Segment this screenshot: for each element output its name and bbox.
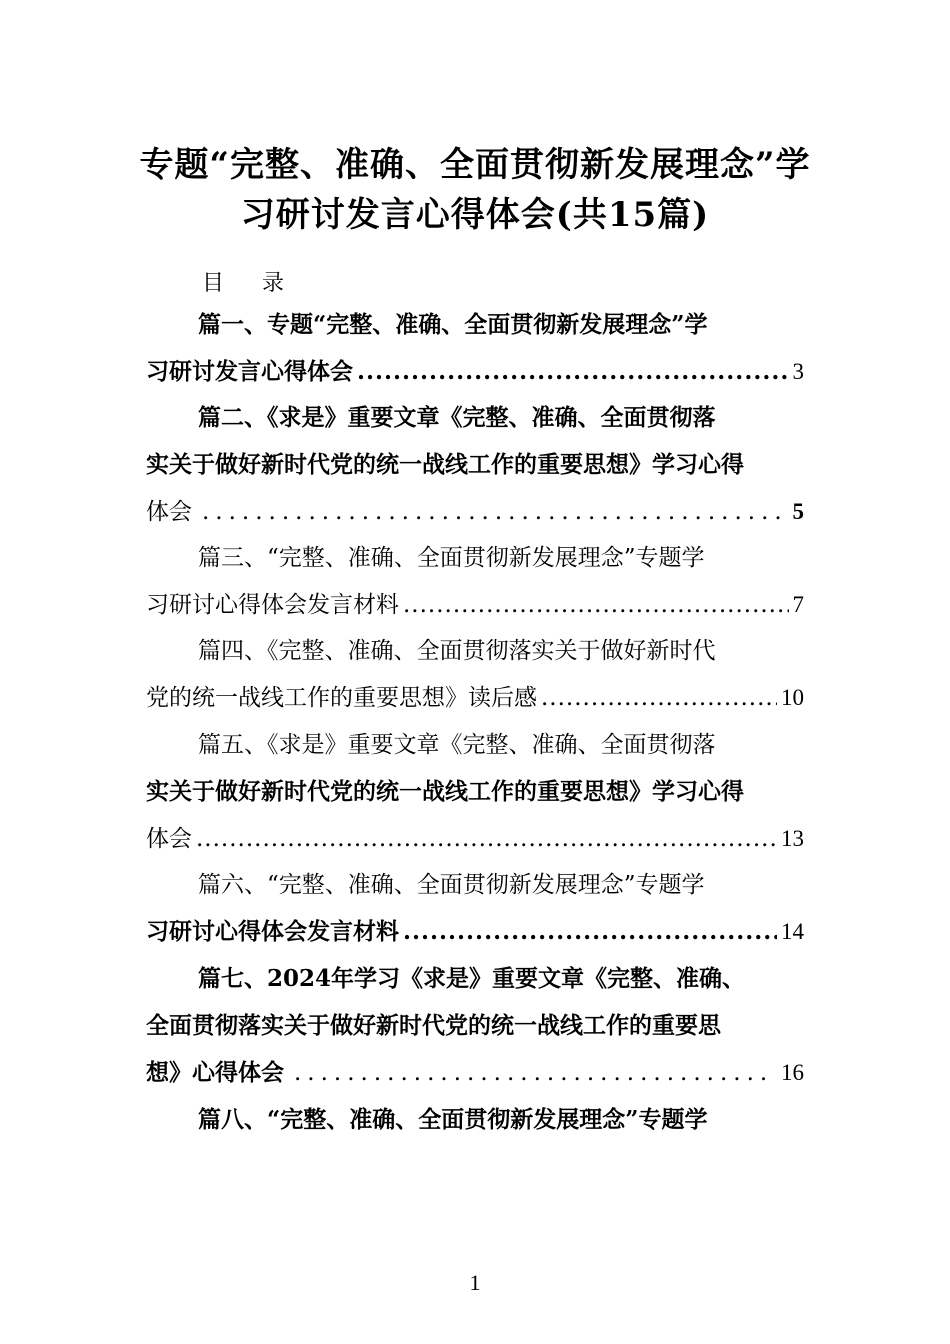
toc-entry-2-leader[interactable] bbox=[146, 497, 804, 527]
toc-entry-8-line-1[interactable]: 篇八、“完整、准确、全面贯彻新发展理念”专题学 bbox=[198, 1106, 708, 1133]
toc-entry-1-last-line: 习研讨发言心得体会 bbox=[146, 358, 353, 385]
toc-entry-3-leader[interactable] bbox=[146, 590, 804, 620]
toc-entry-4-line-1[interactable]: 篇四、《完整、准确、全面贯彻落实关于做好新时代 bbox=[198, 638, 716, 664]
toc-entry-2-line-1[interactable]: 篇二、《求是》重要文章《完整、准确、全面贯彻落 bbox=[198, 404, 716, 431]
toc-entry-6-page: 14 bbox=[781, 919, 804, 944]
toc-entry-4-page: 10 bbox=[781, 685, 804, 710]
toc-entry-5-last-line: 体会 bbox=[146, 826, 192, 852]
toc-entry-3-last-line: 习研讨心得体会发言材料 bbox=[146, 592, 399, 618]
toc-heading-char-1: 目 bbox=[202, 271, 227, 296]
toc-entry-2-last-line: 体会 bbox=[146, 499, 192, 525]
dot-leader bbox=[294, 1058, 771, 1088]
page-number: 1 bbox=[469, 1270, 481, 1295]
dot-leader bbox=[202, 497, 783, 527]
title-line-1: 专题“完整、准确、全面贯彻新发展理念”学 bbox=[139, 145, 811, 185]
toc-entry-1-leader[interactable] bbox=[146, 357, 804, 387]
toc-entry-3-page: 7 bbox=[792, 592, 804, 617]
toc-entry-5-page: 13 bbox=[781, 826, 804, 851]
toc-entry-7-last-line: 想》心得体会 bbox=[146, 1059, 284, 1086]
toc-entry-5-line-2[interactable]: 实关于做好新时代党的统一战线工作的重要思想》学习心得 bbox=[146, 778, 744, 805]
dot-leader bbox=[541, 683, 777, 713]
dot-leader bbox=[403, 917, 777, 947]
toc-entry-1-line-1[interactable]: 篇一、专题“完整、准确、全面贯彻新发展理念”学 bbox=[198, 311, 708, 338]
toc-entry-5-leader[interactable] bbox=[146, 824, 804, 854]
dot-leader bbox=[403, 590, 789, 620]
toc-entry-1-page: 3 bbox=[792, 359, 804, 384]
toc-entry-6-line-1[interactable]: 篇六、“完整、准确、全面贯彻新发展理念”专题学 bbox=[198, 872, 705, 898]
toc-entry-5-line-1[interactable]: 篇五、《求是》重要文章《完整、准确、全面贯彻落 bbox=[198, 732, 716, 758]
toc-entry-6-last-line: 习研讨心得体会发言材料 bbox=[146, 918, 399, 945]
toc-entry-3-line-1[interactable]: 篇三、“完整、准确、全面贯彻新发展理念”专题学 bbox=[198, 545, 705, 571]
dot-leader bbox=[196, 824, 777, 854]
toc-entry-7-line-1[interactable]: 篇七、2024年学习《求是》重要文章《完整、准确、 bbox=[198, 965, 746, 992]
toc-entry-7-line-2[interactable]: 全面贯彻落实关于做好新时代党的统一战线工作的重要思 bbox=[146, 1012, 721, 1039]
toc-entry-4-leader[interactable] bbox=[146, 683, 804, 713]
dot-leader bbox=[357, 357, 789, 387]
toc-entry-6-leader[interactable] bbox=[146, 917, 804, 947]
toc-heading bbox=[202, 266, 286, 297]
title-line-2: 习研讨发言心得体会(共15篇) bbox=[240, 195, 710, 235]
toc-heading-char-2: 录 bbox=[262, 271, 287, 296]
toc-entry-4-last-line: 党的统一战线工作的重要思想》读后感 bbox=[146, 685, 537, 711]
toc-entry-7-page: 16 bbox=[781, 1060, 804, 1085]
toc-entry-2-page: 5 bbox=[792, 499, 804, 524]
toc-entry-7-leader[interactable] bbox=[146, 1058, 804, 1088]
toc-entry-2-line-2[interactable]: 实关于做好新时代党的统一战线工作的重要思想》学习心得 bbox=[146, 451, 744, 478]
